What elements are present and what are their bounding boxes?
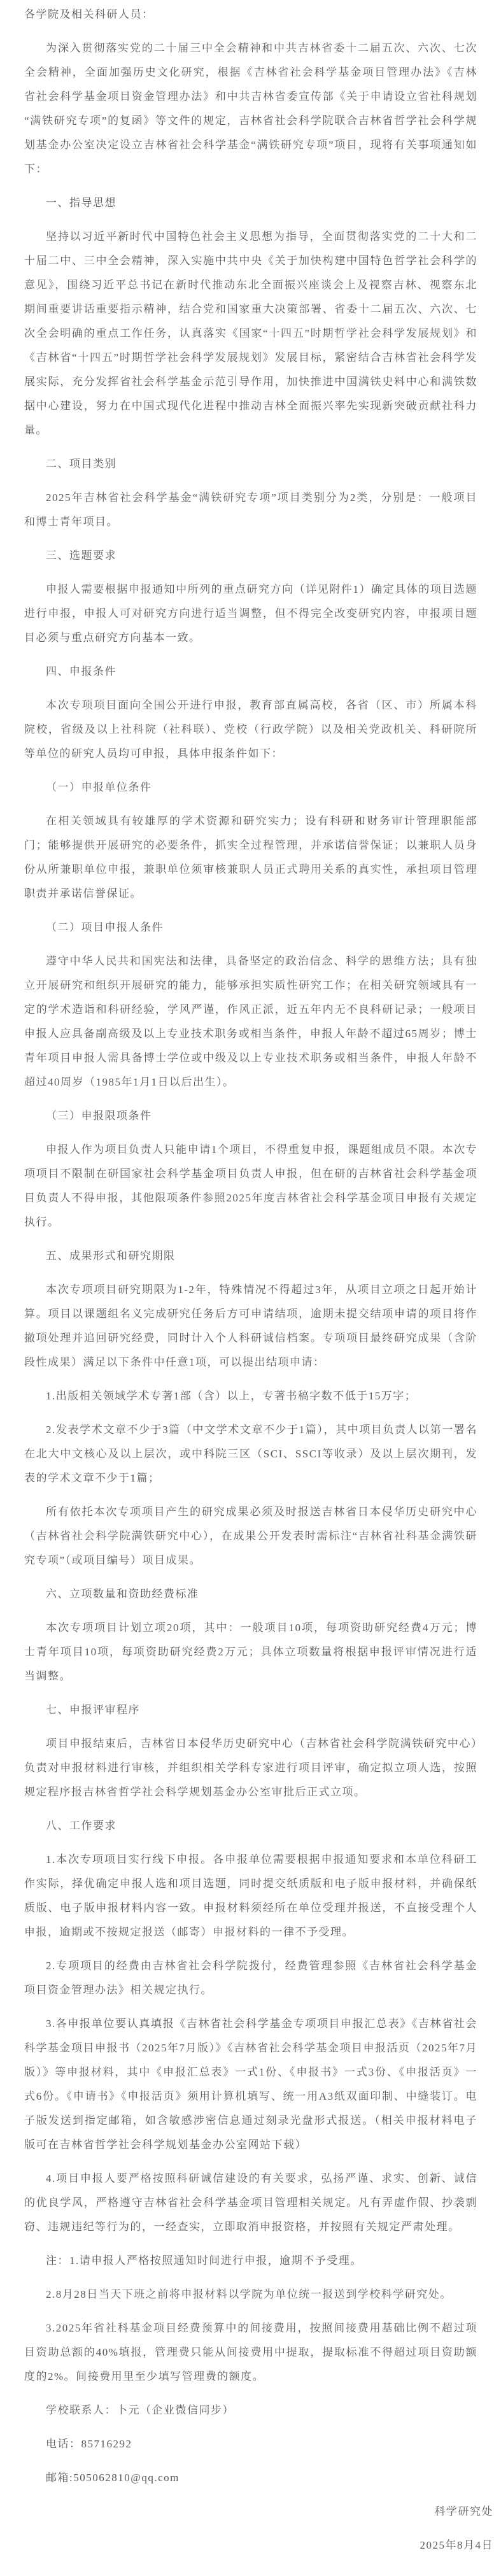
section-heading: 二、项目类别 [46,458,116,470]
salutation: 各学院及相关科研人员： [24,8,154,20]
paragraph: 注：1.请申报人严格按照通知时间进行申报，逾期不予受理。 [46,2254,362,2267]
contact-line: 学校联系人：卜元（企业微信同步） [46,2404,234,2416]
paragraph: 本次专项项目面向全国公开进行申报，教育部直属高校，各省（区、市）所属本科院校，省级及以上社科院（社科联）、党校（行政学院）以及相关党政机关、科研院所等单位的研究人员均可申报，具体申报条件如下： [24,699,477,760]
paragraph: 2.8月28日当天下班之前将申报材料以学院为单位统一报送到学校科学研究处。 [46,2288,452,2300]
section-heading: 一、指导思想 [46,197,116,209]
section-heading: 七、申报评审程序 [46,1704,140,1716]
section-heading: 三、选题要求 [46,549,116,562]
contact-line: 电话：85716292 [46,2438,132,2450]
section-heading: 四、申报条件 [46,665,116,677]
paragraph: 3.2025年省社科基金项目经费预算中的间接费用，按照间接费用基础比例不超过项目资助总额的40%填报，管理费只能从间接费用中提取，提取标准不得超过项目资助额度的2%。间接费用里至少填写管理费的额度。 [24,2322,477,2382]
paragraph: 3.各申报单位要认真填报《吉林省社会科学基金专项项目申报汇总表》《吉林省社会科学基金项目申报书（2025年7月版）》《吉林省社会科学基金项目申报活页（2025年7月版）》等申报材料，其中《申报汇总表》一式1份、《申报书》一式3份、《申报活页》一式6份。《申请书》《申报活页》须用计算机填写、统一用A3纸双面印制、中缝装订。电子版发送到指定邮箱，如含敏感涉密信息通过刻录光盘形式报送。（相关申报材料电子版可在吉林省哲学社会科学规划基金办公室网站下载） [24,2018,477,2151]
paragraph: 在相关领域具有较雄厚的学术资源和研究实力；设有科研和财务审计管理职能部门；能够提供开展研究的必要条件，抓实全过程管理，并承诺信誉保证；以兼职人员身份从所兼职单位申报，兼职单位须审核兼职人员正式聘用关系的真实性，承担项目管理职责并承诺信誉保证。 [24,815,477,900]
paragraph: 遵守中华人民共和国宪法和法律，具备坚定的政治信念、科学的思维方法；具有独立开展研究和组织开展研究的能力，能够承担实质性研究工作；在相关研究领域具有一定的学术造诣和科研经验，学风严谨，作风正派，近五年内无不良科研记录；一般项目申报人应具备副高级及以上专业技术职务或相当条件，申报人年龄不超过65周岁；博士青年项目申报人需具备博士学位或中级及以上专业技术职务或相当条件，申报人年龄不超过40周岁（1985年1月1日以后出生）。 [24,955,477,1088]
paragraph: 本次专项项目计划立项20项，其中：一般项目10项，每项资助研究经费4万元；博士青年项目10项，每项资助研究经费2万元；具体立项数量将根据申报评审情况进行适当调整。 [24,1622,477,1682]
sub-heading: （二）项目申报人条件 [46,921,164,933]
section-heading: 八、工作要求 [46,1820,116,1832]
section-heading: 六、立项数量和资助经费标准 [46,1588,199,1600]
paragraph: 2.专项项目的经费由吉林省社会科学院拨付，经费管理参照《吉林省社会科学基金项目资金管理办法》相关规定执行。 [24,1960,477,1996]
paragraph: 1.出版相关领域学术专著1部（含）以上，专著书稿字数不低于15万字； [46,1390,417,1402]
section-heading: 五、成果形式和研究期限 [46,1250,176,1262]
paragraph: 为深入贯彻落实党的二十届三中全会精神和中共吉林省委十二届五次、六次、七次全会精神，全面加强历史文化研究，根据《吉林省社会科学基金项目管理办法》《吉林省社会科学基金项目资金管理办法》和中共吉林省委宣传部《关于申请设立省社科规划“满铁研究专项”的复函》等文件的规定，吉林省社会科学院联合吉林省哲学社会科学规划基金办公室决定设立吉林省社会科学基金“满铁研究专项”项目，现将有关事项通知如下： [24,42,477,175]
signature: 科学研究处 [434,2505,493,2517]
sub-heading: （一）申报单位条件 [46,781,152,793]
paragraph: 坚持以习近平新时代中国特色社会主义思想为指导，全面贯彻落实党的二十大和二十届二中、三中全会精神，深入实施中共中央《关于加快构建中国特色哲学社会科学的意见》，围绕习近平总书记在新时代推动东北全面振兴座谈会上及视察吉林、视察东北期间重要讲话重要指示精神，结合党和国家重大决策部署、省委十二届五次、六次、七次全会明确的重点工作任务，认真落实《国家“十四五”时期哲学社会科学发展规划》和《吉林省“十四五”时期哲学社会科学发展规划》发展目标，紧密结合吉林省社会科学发展实际，充分发挥省社会科学基金示范引导作用，加快推进中国满铁史料中心和满铁数据中心建设，努力在中国式现代化进程中推动吉林全面振兴率先实现新突破贡献社科力量。 [24,230,477,436]
sub-heading: （三）申报限项条件 [46,1110,152,1122]
paragraph: 本次专项项目研究期限为1-2年，特殊情况不得超过3年，从项目立项之日起开始计算。项目以课题组名义完成研究任务后方可申请结项，逾期未提交结项申请的项目将作撤项处理并追回研究经费，同时计入个人科研诚信档案。专项项目最终研究成果（含阶段性成果）满足以下条件中任意1项，可以提出结项申请： [24,1284,477,1368]
paragraph: 申报人作为项目负责人只能申请1个项目，不得重复申报，课题组成员不限。本次专项项目不限制在研国家社会科学基金项目负责人申报，但在研的吉林省社会科学基金项目负责人不得申报，其他限项条件参照2025年度吉林省社会科学基金项目申报有关规定执行。 [24,1143,477,1228]
paragraph: 申报人需要根据申报通知中所列的重点研究方向（详见附件1）确定具体的项目选题进行申报，申报人可对研究方向进行适当调整，但不得完全改变研究内容，申报项目题目必须与重点研究方向基本一致。 [24,583,477,644]
contact-line: 邮箱:505062810@qq.com [46,2472,180,2484]
paragraph: 所有依托本次专项项目产生的研究成果必须及时报送吉林省日本侵华历史研究中心（吉林省社会科学院满铁研究中心），在成果公开发表时需标注“吉林省社科基金满铁研究专项”（或项目编号）项目成果。 [24,1506,477,1566]
paragraph: 1.本次专项项目实行线下申报。各申报单位需要根据申报通知要求和本单位科研工作实际，择优确定申报人选和项目选题，同时提交纸质版和电子版申报材料，并确保纸质版、电子版申报材料内容一致。申报材料须经所在单位受理并报送，不直接受理个人申报，逾期或不按规定报送（邮寄）申报材料的一律不予受理。 [24,1853,477,1938]
paragraph: 项目申报结束后，吉林省日本侵华历史研究中心（吉林省社会科学院满铁研究中心）负责对申报材料进行审核，并组织相关学科专家进行项目评审，确定拟立项人选，按照规定程序报吉林省哲学社会科学规划基金办公室审批后正式立项。 [24,1737,477,1798]
date-line: 2025年8月4日 [420,2539,493,2551]
paragraph: 2025年吉林省社会科学基金“满铁研究专项”项目类别分为2类，分别是：一般项目和博士青年项目。 [24,492,477,528]
paragraph: 2.发表学术文章不少于3篇（中文学术文章不少于1篇），其中项目负责人以第一署名在北大中文核心及以上层次，或中科院三区（SCI、SSCI等收录）及以上层次期刊，发表的学术文章不少于1篇； [24,1424,477,1484]
document-blocks [24,3,493,2558]
paragraph: 4.项目申报人要严格按照科研诚信建设的有关要求，弘扬严谨、求实、创新、诚信的优良学风，严格遵守吉林省社会科学基金项目管理相关规定。凡有弄虚作假、抄袭剽窃、违规违纪等行为的，一经查实，立即取消申报资格，并按照有关规定严肃处理。 [24,2172,477,2233]
